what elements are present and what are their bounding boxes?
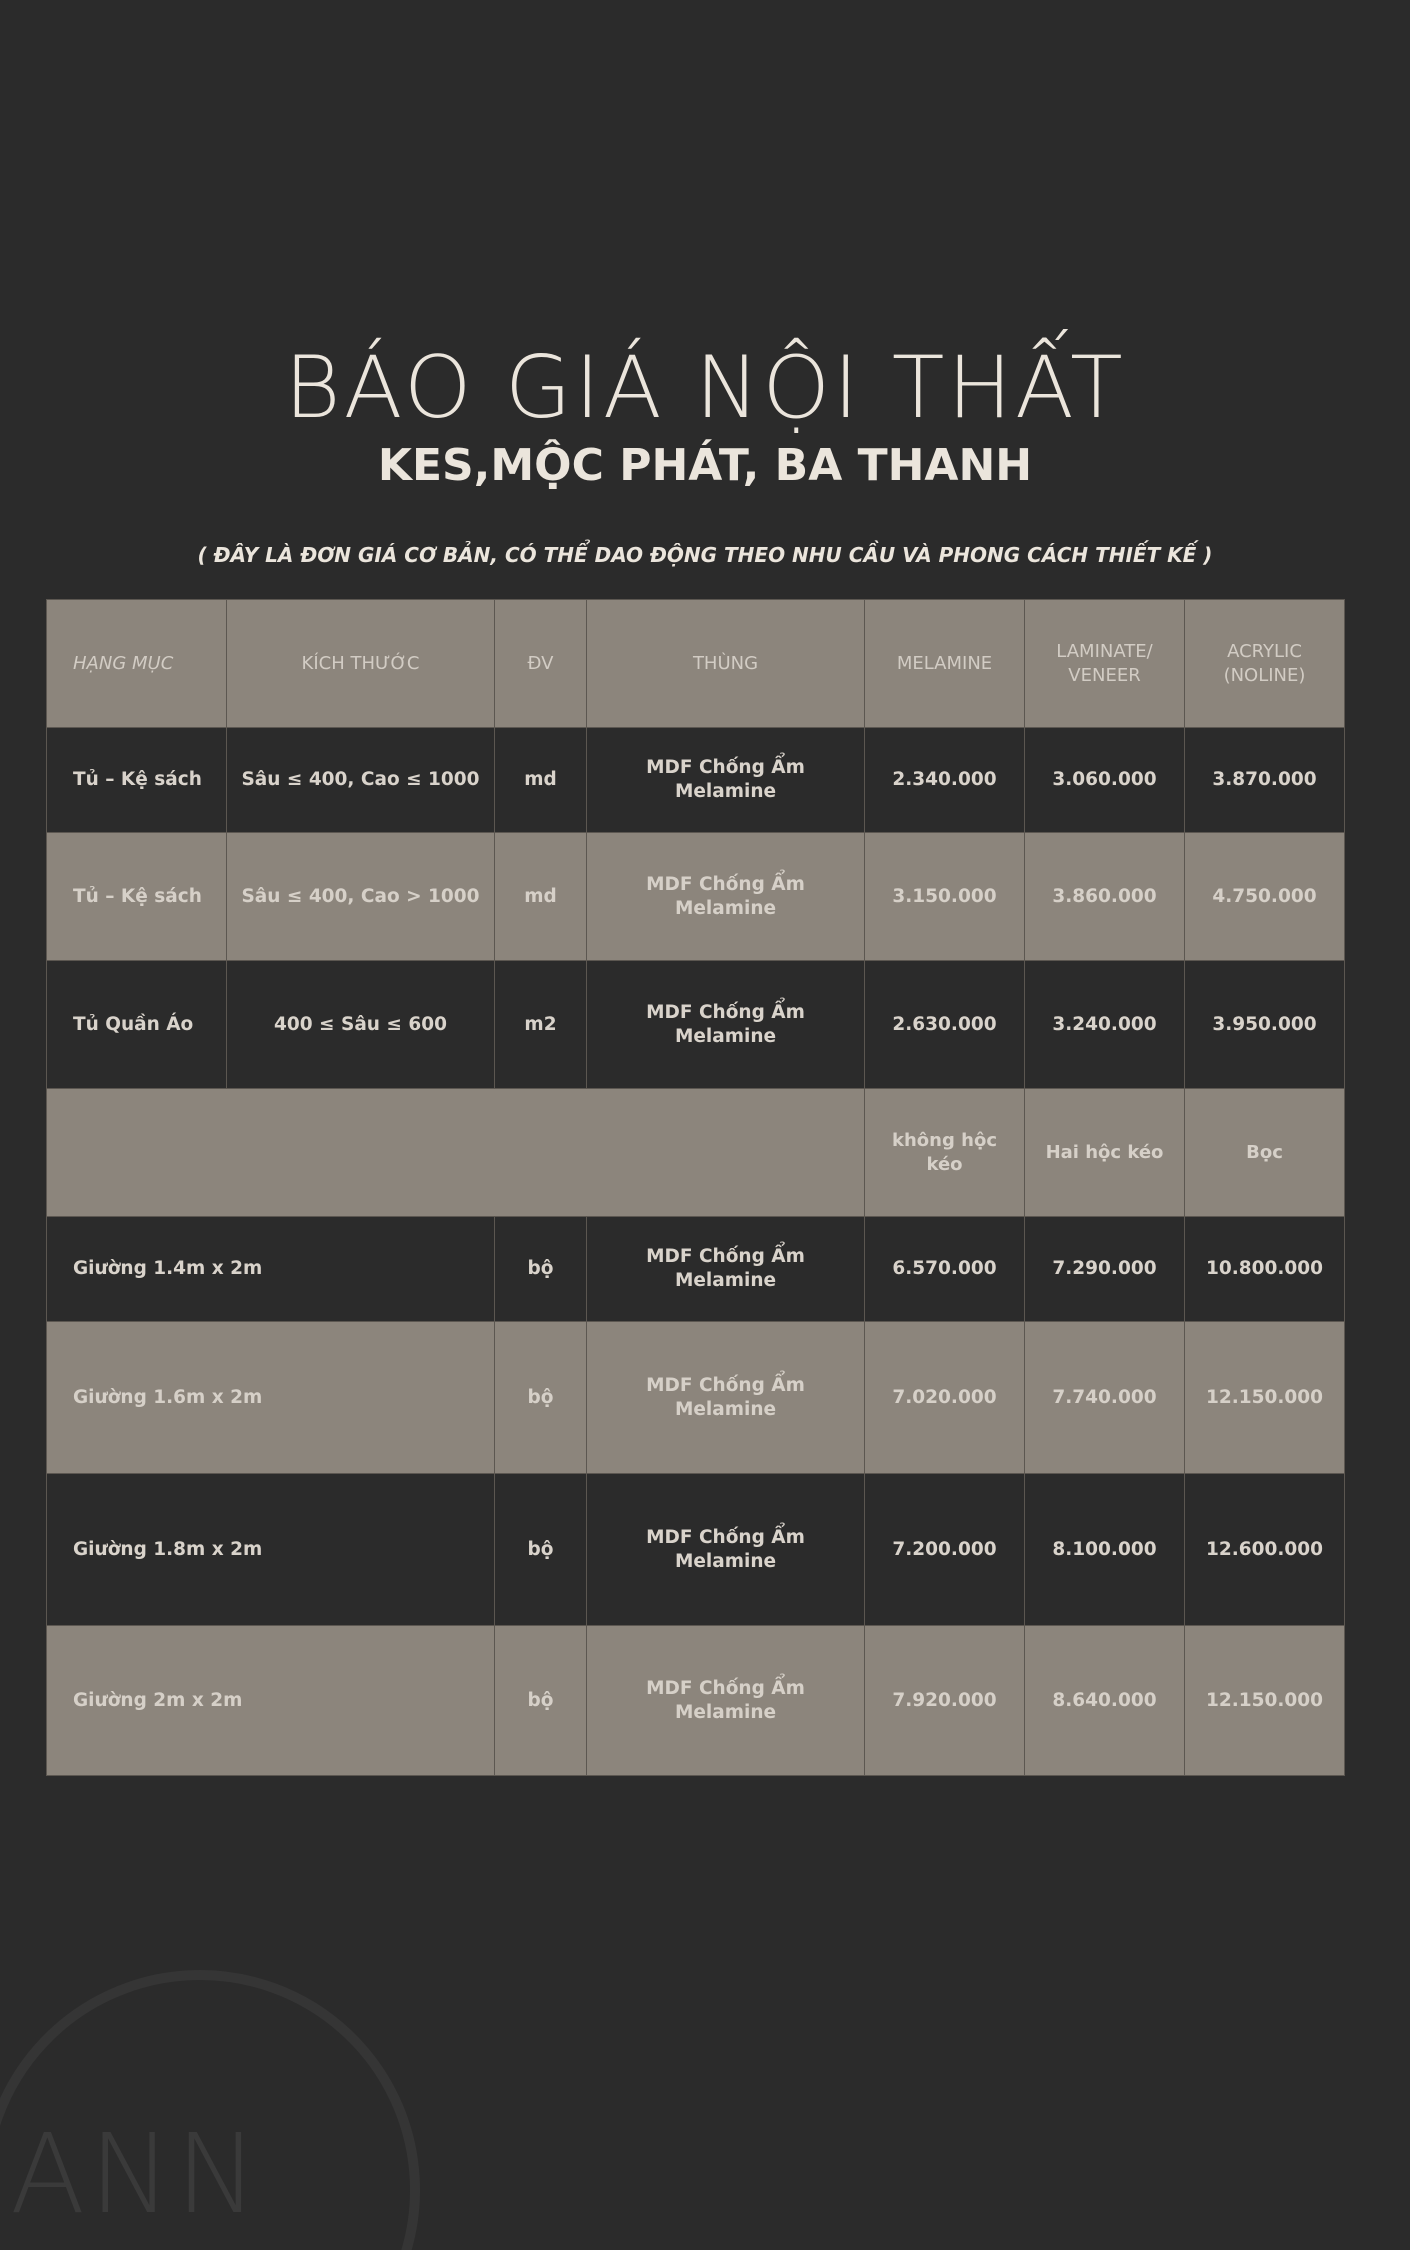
row-two-drawers-price: 7.290.000 [1025,1217,1185,1322]
table-header-row [47,600,1345,728]
row-item: Giường 1.6m x 2m [47,1322,495,1474]
table-row [47,961,1345,1089]
table-row [47,728,1345,833]
page-subtitle: KES,MỘC PHÁT, BA THANH [377,440,1033,491]
header-two-drawers: Hai hộc kéo [1025,1089,1185,1217]
table-row [47,833,1345,961]
row-upholstered-price: 12.150.000 [1185,1322,1345,1474]
row-body: MDF Chống Ẩm Melamine [587,1626,865,1776]
row-acrylic-price: 3.870.000 [1185,728,1345,833]
row-no-drawer-price: 7.020.000 [865,1322,1025,1474]
row-unit: md [495,728,587,833]
header-no-drawer: không hộc kéo [865,1089,1025,1217]
row-body: MDF Chống Ẩm Melamine [587,833,865,961]
row-item: Tủ – Kệ sách [47,833,227,961]
row-body: MDF Chống Ẩm Melamine [587,1474,865,1626]
row-size: Sâu ≤ 400, Cao > 1000 [227,833,495,961]
logo-watermark [0,1950,420,2250]
header-hang-muc: HẠNG MỤC [47,600,227,728]
header-laminate: LAMINATE/ VENEER [1025,600,1185,728]
row-unit: bộ [495,1322,587,1474]
row-unit: bộ [495,1626,587,1776]
header-melamine: MELAMINE [865,600,1025,728]
header-acrylic: ACRYLIC (NOLINE) [1185,600,1345,728]
row-item: Giường 1.8m x 2m [47,1474,495,1626]
row-item: Tủ – Kệ sách [47,728,227,833]
row-body: MDF Chống Ẩm Melamine [587,1322,865,1474]
header-dv: ĐV [495,600,587,728]
row-body: MDF Chống Ẩm Melamine [587,1217,865,1322]
logo-text: ANN [10,2110,262,2238]
row-size: Sâu ≤ 400, Cao ≤ 1000 [227,728,495,833]
row-melamine-price: 2.630.000 [865,961,1025,1089]
row-unit: m2 [495,961,587,1089]
row-unit: bộ [495,1217,587,1322]
row-laminate-price: 3.860.000 [1025,833,1185,961]
row-unit: bộ [495,1474,587,1626]
row-melamine-price: 2.340.000 [865,728,1025,833]
row-no-drawer-price: 7.200.000 [865,1474,1025,1626]
row-upholstered-price: 12.600.000 [1185,1474,1345,1626]
header-kich-thuoc: KÍCH THƯỚC [227,600,495,728]
row-melamine-price: 3.150.000 [865,833,1025,961]
bed-header-blank [47,1089,865,1217]
row-upholstered-price: 10.800.000 [1185,1217,1345,1322]
row-upholstered-price: 12.150.000 [1185,1626,1345,1776]
header-thung: THÙNG [587,600,865,728]
row-no-drawer-price: 6.570.000 [865,1217,1025,1322]
row-laminate-price: 3.240.000 [1025,961,1185,1089]
table-row [47,1626,1345,1776]
row-two-drawers-price: 8.100.000 [1025,1474,1185,1626]
row-acrylic-price: 4.750.000 [1185,833,1345,961]
row-laminate-price: 3.060.000 [1025,728,1185,833]
row-two-drawers-price: 7.740.000 [1025,1322,1185,1474]
row-item: Tủ Quần Áo [47,961,227,1089]
row-two-drawers-price: 8.640.000 [1025,1626,1185,1776]
table-row [47,1217,1345,1322]
row-unit: md [495,833,587,961]
header-upholstered: Bọc [1185,1089,1345,1217]
bed-header-row [47,1089,1345,1217]
table-row [47,1322,1345,1474]
row-body: MDF Chống Ẩm Melamine [587,728,865,833]
page-title: BÁO GIÁ NỘI THẤT [284,338,1126,438]
row-body: MDF Chống Ẩm Melamine [587,961,865,1089]
row-item: Giường 1.4m x 2m [47,1217,495,1322]
row-no-drawer-price: 7.920.000 [865,1626,1025,1776]
row-acrylic-price: 3.950.000 [1185,961,1345,1089]
table-row [47,1474,1345,1626]
row-size: 400 ≤ Sâu ≤ 600 [227,961,495,1089]
row-item: Giường 2m x 2m [47,1626,495,1776]
price-table [46,599,1345,1776]
price-note: ( ĐÂY LÀ ĐƠN GIÁ CƠ BẢN, CÓ THỂ DAO ĐỘNG THEO NHU CẦU VÀ PHONG CÁCH THIẾT KẾ ) [197,543,1213,567]
